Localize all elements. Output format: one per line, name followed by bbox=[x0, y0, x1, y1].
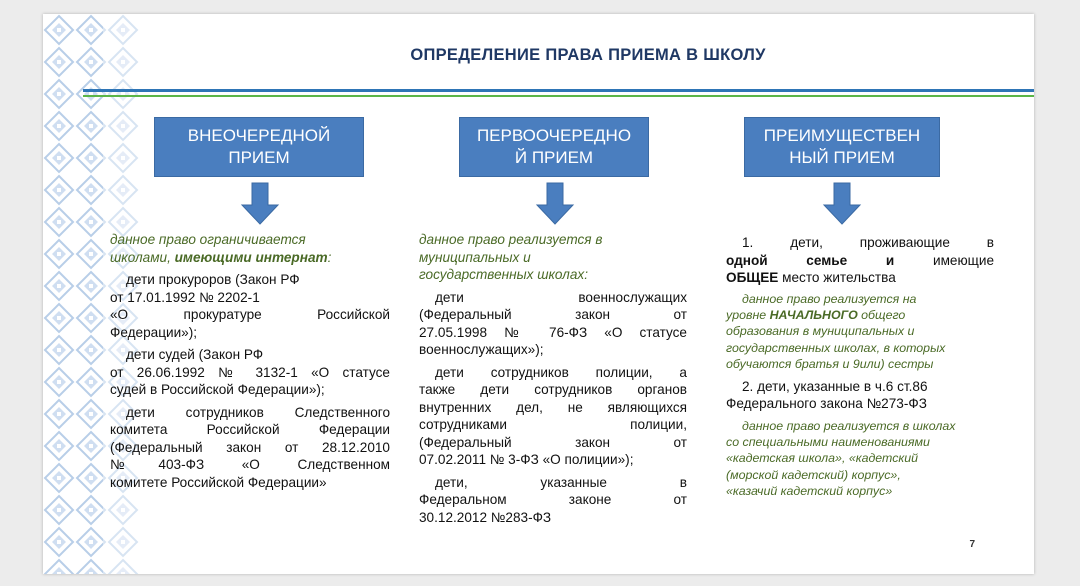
arrow-down-icon bbox=[240, 182, 280, 226]
rule-green bbox=[83, 95, 1034, 97]
note-block bbox=[726, 418, 994, 500]
text-line: Федеральном законе от bbox=[419, 492, 687, 507]
text-line: дети, указанные в bbox=[435, 474, 687, 490]
text-line: (Федеральный закон от 28.12.2010 bbox=[110, 439, 390, 455]
list-item-2: 2. дети, указанные в ч.6 ст.86 bbox=[742, 378, 928, 394]
emphasis-text: НАЧАЛЬНОГО bbox=[769, 307, 858, 322]
text-line: судей в Российской Федерации»); bbox=[110, 382, 325, 397]
note-line: муниципальных и bbox=[419, 249, 531, 265]
text-line: 07.02.2011 № 3-ФЗ «О полиции»); bbox=[419, 452, 634, 467]
text-line: комитета Российской Федерации bbox=[110, 422, 390, 437]
text-line: дети сотрудников полиции, а bbox=[435, 364, 687, 380]
text-line: Федерального закона №273-ФЗ bbox=[726, 396, 927, 412]
text-line: №403-ФЗ «О Следственном bbox=[110, 457, 390, 472]
header-box-first-priority bbox=[459, 117, 649, 177]
column-out-of-turn bbox=[110, 231, 390, 491]
text-line: «О прокуратуре Российской bbox=[110, 307, 390, 322]
text-line: (Федеральный закон от bbox=[419, 307, 687, 322]
note-block bbox=[726, 291, 994, 373]
text-line: одной семье и имеющие bbox=[726, 252, 995, 268]
text-line: дети судей (Закон РФ bbox=[126, 347, 264, 362]
header-line: ПРЕИМУЩЕСТВЕН bbox=[763, 126, 921, 145]
arrow-down-icon bbox=[822, 182, 862, 226]
page-number: 7 bbox=[969, 539, 975, 550]
slide-title: ОПРЕДЕЛЕНИЕ ПРАВА ПРИЕМА В ШКОЛУ bbox=[410, 46, 766, 64]
header-line: Й ПРИЕМ bbox=[514, 148, 594, 167]
rule-blue bbox=[83, 89, 1034, 92]
emphasis-text: ОБЩЕЕ bbox=[726, 270, 779, 285]
text-line: от 17.01.1992 № 2202-1 bbox=[110, 289, 260, 305]
note-line: данное право ограничивается bbox=[110, 232, 306, 247]
note-line: со специальными наименованиями bbox=[726, 434, 930, 449]
text-line: дети военнослужащих bbox=[435, 289, 687, 305]
note-line: обучаются братья и 9или) сестры bbox=[726, 357, 934, 372]
note-line: школами, имеющими интернат: bbox=[110, 249, 332, 265]
text-line: сотрудниками полиции, bbox=[419, 417, 687, 432]
header-line: ПРИЕМ bbox=[228, 148, 290, 167]
note-line: образования в муниципальных и bbox=[726, 324, 915, 339]
note-line: «кадетская школа», «кадетский bbox=[726, 451, 919, 466]
note-line: государственных школах, в которых bbox=[726, 340, 946, 355]
note-line: данное право реализуется на bbox=[742, 291, 917, 306]
header-line: ПЕРВООЧЕРЕДНО bbox=[476, 126, 632, 145]
text-line: военнослужащих»); bbox=[419, 342, 544, 357]
header-box-priority-out-of-turn bbox=[154, 117, 364, 177]
text-line: дети сотрудников Следственного bbox=[126, 404, 390, 420]
text-line: 30.12.2012 №283-ФЗ bbox=[419, 509, 552, 525]
text-line: ОБЩЕЕ место жительства bbox=[726, 270, 896, 285]
note-line: уровне НАЧАЛЬНОГО общего bbox=[726, 307, 906, 322]
header-box-preferential bbox=[744, 117, 940, 177]
note-line: «казачий кадетский корпус» bbox=[726, 484, 893, 499]
emphasis-text: имеющими интернат bbox=[174, 249, 328, 265]
text-line: дети прокуроров (Закон РФ bbox=[126, 272, 300, 287]
note-line: данное право реализуется в bbox=[419, 232, 603, 247]
header-line: ВНЕОЧЕРЕДНОЙ bbox=[187, 126, 331, 145]
text-line: от 26.06.1992 № 3132-1 «О статусе bbox=[110, 364, 390, 380]
text-line: также дети сотрудников органов bbox=[419, 382, 687, 397]
slide bbox=[43, 14, 1034, 574]
emphasis-text: одной семье и bbox=[726, 252, 895, 268]
text-line: комитете Российской Федерации» bbox=[110, 474, 327, 490]
column-preferential bbox=[726, 234, 994, 500]
text-line: Федерации»); bbox=[110, 324, 198, 340]
header-line: НЫЙ ПРИЕМ bbox=[789, 148, 895, 167]
text-line: 27.05.1998 № 76-ФЗ «О статусе bbox=[419, 324, 687, 340]
list-item-1: 1. дети, проживающие в bbox=[742, 235, 994, 250]
text-line: (Федеральный закон от bbox=[419, 434, 687, 450]
text-line: внутренних дел, не являющихся bbox=[419, 399, 687, 415]
note-line: данное право реализуется в школах bbox=[742, 418, 956, 433]
column-first-priority bbox=[419, 231, 687, 526]
note-line: государственных школах: bbox=[419, 267, 588, 282]
arrow-down-icon bbox=[535, 182, 575, 226]
note-line: (морской кадетский) корпус», bbox=[726, 467, 901, 482]
